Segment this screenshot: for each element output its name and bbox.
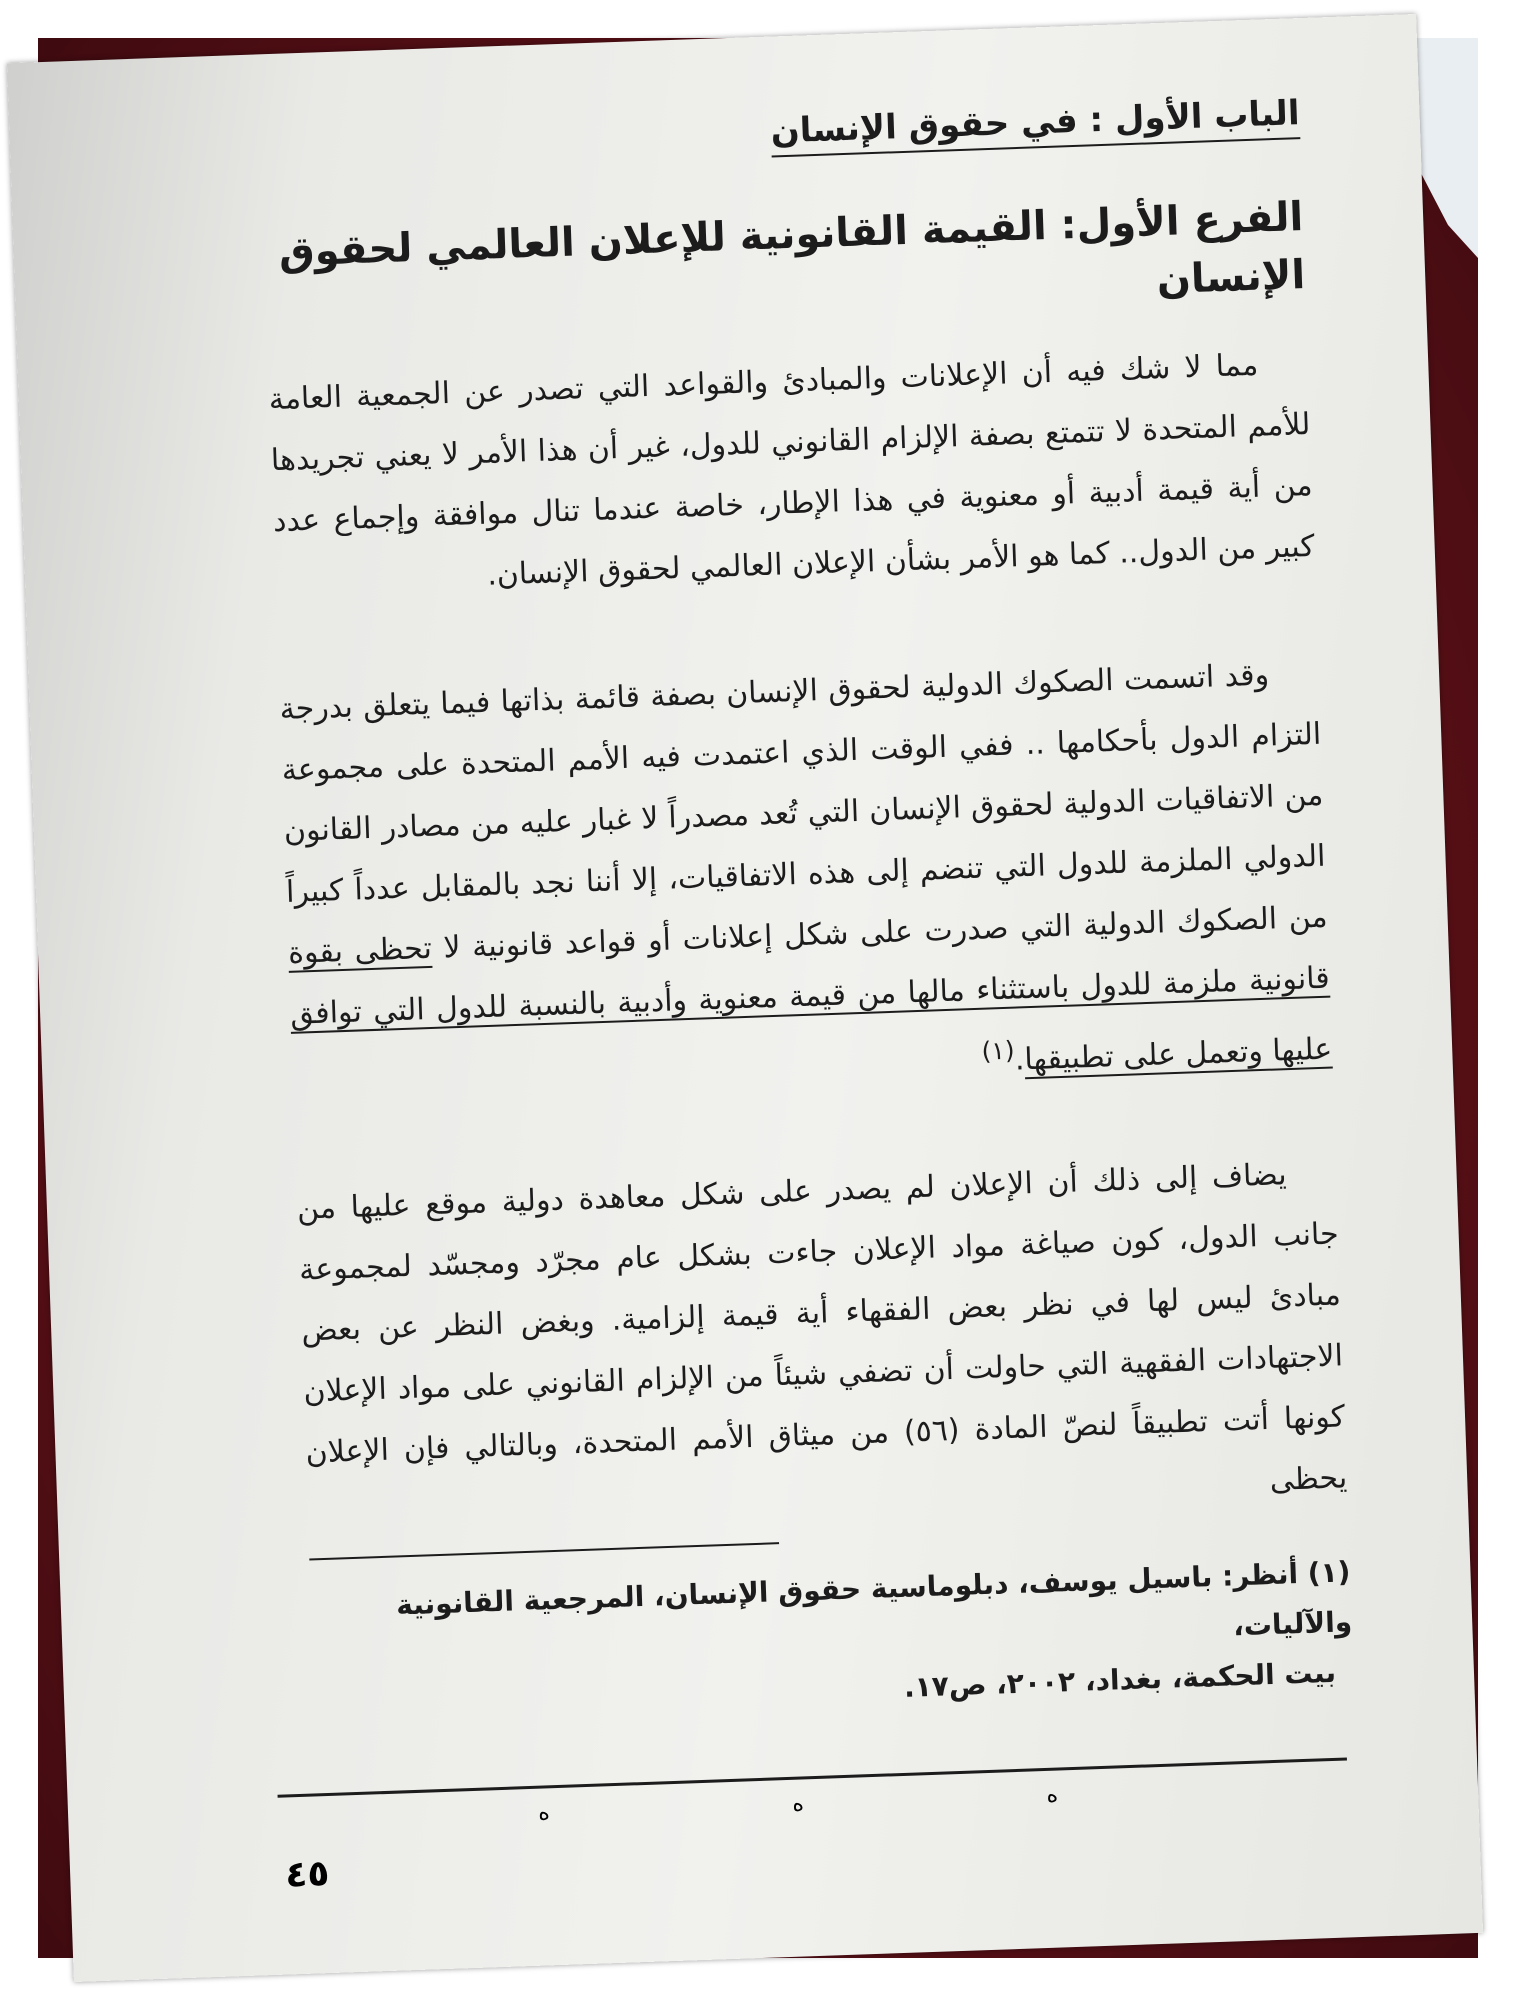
ornament-dot: ه: [791, 1791, 805, 1817]
section-heading: الفرع الأول: القيمة القانونية للإعلان العالمي لحقوق الإنسان: [278, 194, 1306, 304]
footnote-line-2: بيت الحكمة، بغداد، ٢٠٠٢، ص١٧.: [903, 1655, 1337, 1704]
underlined-passage: تحظى بقوة قانونية ملزمة للدول باستثناء مالها من قيمة معنوية وأدبية بالنسبة للدول التي توافق عليها وتعمل على تطبيقها: [287, 930, 1333, 1078]
footnote-line-1: (١) أنظر: باسيل يوسف، دبلوماسية حقوق الإنسان، المرجعية القانونية والآليات،: [395, 1555, 1353, 1643]
ornament-dot: ه: [1046, 1782, 1059, 1808]
paragraph-1: مما لا شك فيه أن الإعلانات والمبادئ والقواعد التي تصدر عن الجمعية العامة للأمم المتحدة لا تتمتع بصفة الإلزام القانوني للدول، غير أن هذا الأمر لا يعني تجريدها من أية قيمة أدبية أو معنوية في هذا الإطار، خاصة عندما تنال موافقة وإجماع عدد كبير من الدول.. كما هو الأمر بشأن الإعلان العالمي لحقوق الإنسان.: [268, 347, 1316, 593]
paragraph-2: [279, 643, 1334, 1116]
paragraph-2-end: .: [1014, 1042, 1026, 1078]
ornament-dot: ه: [537, 1800, 551, 1826]
page-content: [257, 18, 1353, 1704]
footnote: [310, 1547, 1355, 1733]
running-head: الباب الأول : في حقوق الإنسان: [770, 93, 1300, 157]
book-page: [7, 14, 1483, 1982]
page-number: ٤٥: [284, 1853, 330, 1896]
footnote-divider: [309, 1542, 779, 1560]
ornament-dots: [538, 1783, 1059, 1826]
paragraph-3: يضاف إلى ذلك أن الإعلان لم يصدر على شكل معاهدة دولية موقع عليها من جانب الدول، كون صياغة مواد الإعلان جاءت بشكل عام مجرّد ومجسّد لمجموعة مبادئ ليس لها في نظر بعض الفقهاء أية قيمة إلزامية. وبغض النظر عن بعض الاجتهادات الفقهية التي حاولت أن تضفي شيئاً من الإلزام القانوني على مواد الإعلان كونها أتت تطبيقاً لنصّ المادة (٥٦) من ميثاق الأمم المتحدة، وبالتالي فإن الإعلان يحظى: [296, 1157, 1348, 1498]
footnote-reference: (١): [981, 1035, 1016, 1066]
paragraph-2-text: وقد اتسمت الصكوك الدولية لحقوق الإنسان بصفة قائمة بذاتها فيما يتعلق بدرجة التزام الدول بأحكامها .. ففي الوقت الذي اعتمدت فيه الأمم المتحدة على مجموعة من الاتفاقيات الدولية لحقوق الإنسان التي تُعد مصدراً لا غبار عليه من مصادر القانون الدولي الملزمة للدول التي تنضم إلى هذه الاتفاقيات، إلا أننا نجد بالمقابل عدداً كبيراً من الصكوك الدولية التي صدرت على شكل إعلانات أو قواعد قانونية لا: [279, 657, 1329, 966]
